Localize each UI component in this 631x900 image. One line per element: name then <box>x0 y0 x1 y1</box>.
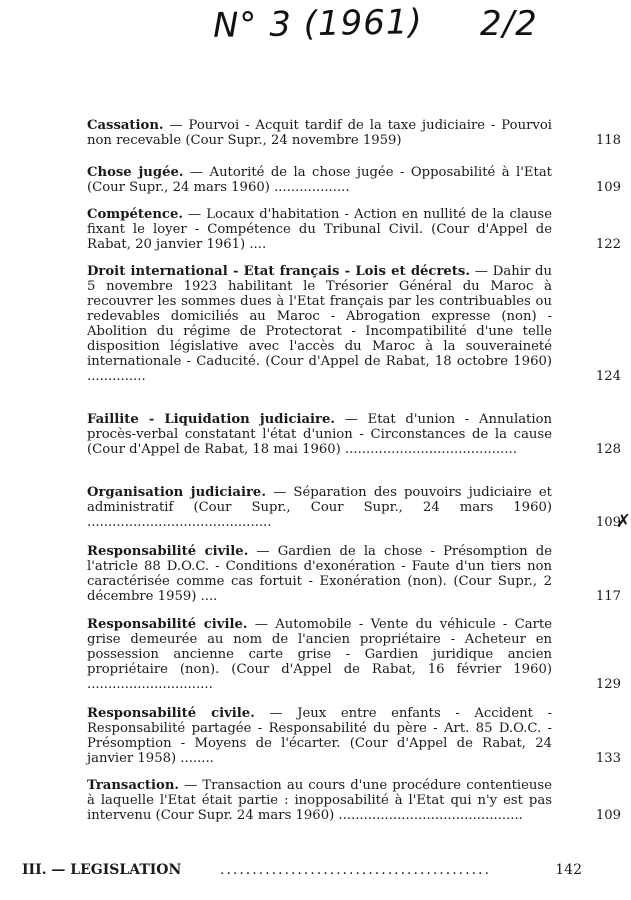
section-page-number: 142 <box>555 862 582 878</box>
entry-heading: Cassation. <box>87 118 164 133</box>
handwritten-check-mark: ✗ <box>615 511 631 532</box>
section-title: III. — LEGISLATION <box>22 862 182 878</box>
entry-heading: Compétence. <box>87 207 183 222</box>
entry-body: — Locaux d'habitation - Action en nullité de la clause fixant le loyer - Compétence du Tribunal Civil. (Cour d'Appel de Rabat, 20 janvier 1961) .... <box>87 207 552 252</box>
handwritten-issue-number: N° 3 (1961) <box>212 2 424 46</box>
entry-body: — Gardien de la chose - Présomption de l'atricle 88 D.O.C. - Conditions d'exonération - Faute d'un tiers non caractérisée comme cas fortuit - Exonération (non). (Cour Supr., 2 décembre 1959) .... <box>87 544 553 604</box>
entry-heading: Droit international - Etat français - Lois et décrets. <box>87 264 470 279</box>
entry-heading: Responsabilité civile. <box>87 544 249 559</box>
entry-responsabilite-civile-1 <box>87 544 627 604</box>
entry-page-number: 109 <box>595 180 621 195</box>
entry-organisation-judiciaire <box>87 485 631 532</box>
entry-page-number: 122 <box>595 237 621 252</box>
entry-body: — Jeux entre enfants - Accident - Responsabilité partagée - Responsabilité du père - Art. 85 D.O.C. - Présomption - Moyens de l'écarter. (Cour d'Appel de Rabat, 24 janvier 1958) ........ <box>87 706 553 766</box>
entry-body: — Dahir du 5 novembre 1923 habilitant le Trésorier Général du Maroc à recouvrer les sommes dues à l'Etat français par les contribuables ou redevables domiciliés au Maroc - Abrogation expresse (non) - Abolition du régime de Protectorat - Incompatibilité d'une telle disposition législative avec l'accès du Maroc à la souveraineté internationale - Caducité. (Cour d'Appel de Rabat, 18 octobre 1960) .............. <box>87 264 552 384</box>
entry-responsabilite-civile-3 <box>87 706 627 766</box>
entry-cassation <box>87 118 627 148</box>
entry-body: — Séparation des pouvoirs judiciaire et administratif (Cour Supr., Cour Supr., 24 mars 1960) ............................................ <box>87 485 552 530</box>
entry-heading: Responsabilité civile. <box>87 706 255 721</box>
entry-heading: Transaction. <box>87 778 180 793</box>
entry-body: — Etat d'union - Annulation procès-verbal constatant l'état d'union - Circonstances de la cause (Cour d'Appel de Rabat, 18 mai 1960) ......................................... <box>87 412 553 457</box>
entry-page-number: 109 <box>595 515 621 530</box>
entry-body: — Transaction au cours d'une procédure contentieuse à laquelle l'Etat était partie : inopposabilité à l'Etat qui n'y est pas intervenu (Cour Supr. 24 mars 1960) ............................................ <box>87 778 552 823</box>
entry-chose-jugee <box>87 165 627 195</box>
entry-responsabilite-civile-2 <box>87 617 627 692</box>
entry-page-number: 129 <box>595 677 621 692</box>
entry-page-number: 124 <box>595 369 621 384</box>
entry-body: — Autorité de la chose jugée - Opposabilité à l'Etat (Cour Supr., 24 mars 1960) .................. <box>87 165 552 195</box>
entry-heading: Chose jugée. <box>87 165 184 180</box>
entry-heading: Faillite - Liquidation judiciaire. <box>87 412 335 427</box>
handwritten-page-fraction: 2/2 <box>480 4 538 44</box>
section-legislation <box>22 862 582 878</box>
entry-page-number: 118 <box>595 133 621 148</box>
dot-leader: .......................................... <box>220 862 491 878</box>
entry-page-number: 128 <box>595 442 621 457</box>
entry-heading: Responsabilité civile. <box>87 617 248 632</box>
entry-heading: Organisation judiciaire. <box>87 485 266 500</box>
entry-competence <box>87 207 627 252</box>
entry-body: — Pourvoi - Acquit tardif de la taxe judiciaire - Pourvoi non recevable (Cour Supr., 24 novembre 1959) <box>87 118 552 148</box>
entry-page-number: 109 <box>595 808 621 823</box>
entry-body: — Automobile - Vente du véhicule - Carte grise demeurée au nom de l'ancien propriétaire - Acheteur en possession ancienne carte grise - Gardien juridique ancien propriétaire (non). (Cour d'Appel de Rabat, 16 février 1960) .............................. <box>87 617 552 692</box>
entry-transaction <box>87 778 627 823</box>
entry-faillite <box>87 412 627 457</box>
entry-page-number: 117 <box>595 589 621 604</box>
entry-droit-international <box>87 264 627 384</box>
entry-page-number: 133 <box>595 751 621 766</box>
